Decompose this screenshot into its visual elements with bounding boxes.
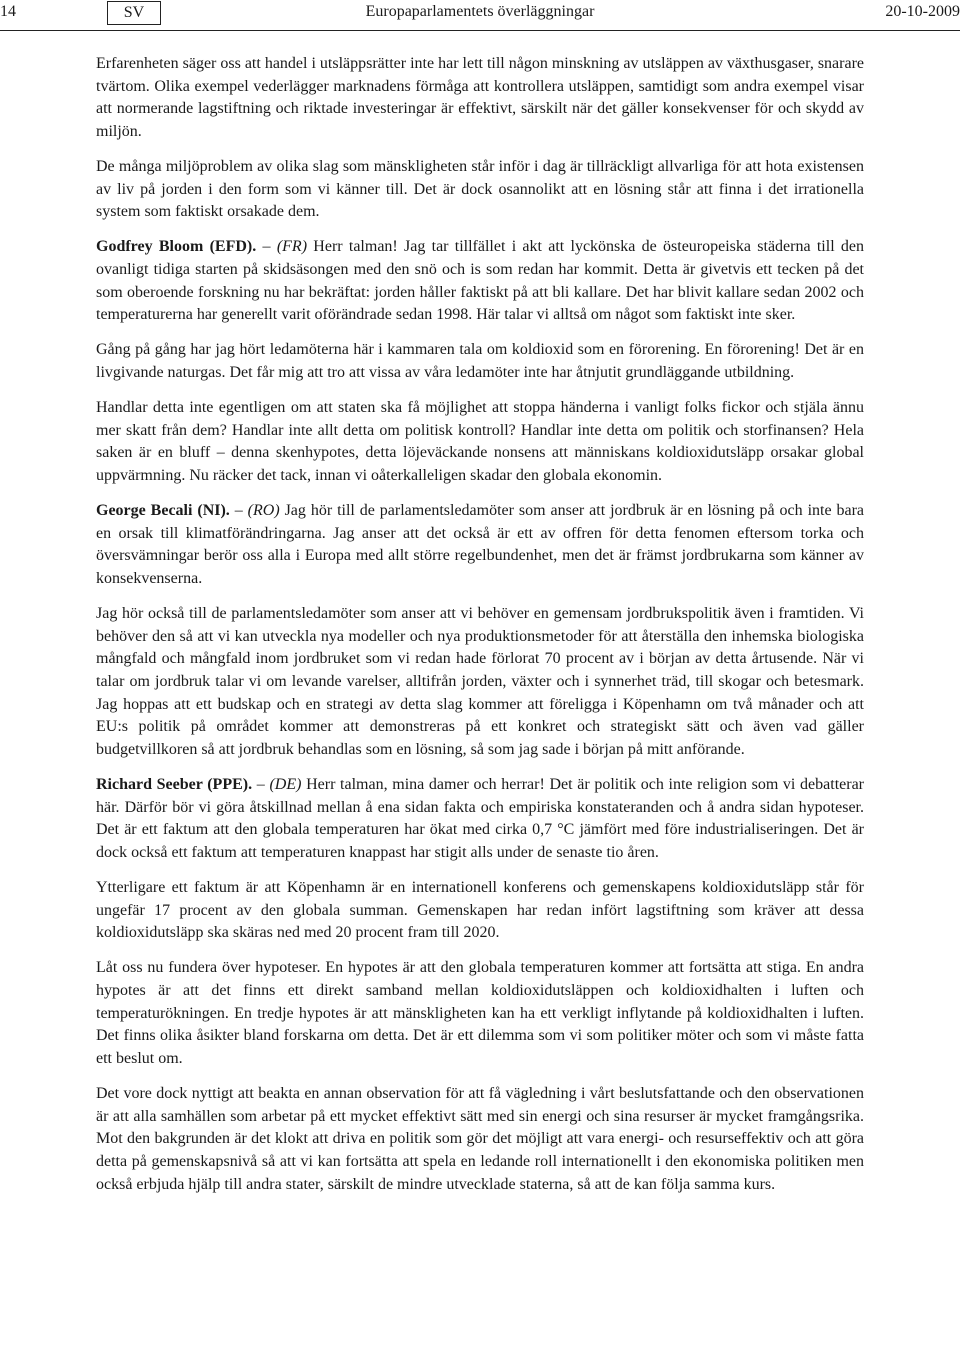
document-title: Europaparlamentets överläggningar xyxy=(365,3,595,20)
paragraph-text: Gång på gång har jag hört ledamöterna här i kammaren tala om koldioxid som en förorening. En förorening! Det är en livgivande naturgas. Det får mig att tro att vissa av våra ledamöter inte har åtnjutit grundläggande utbildning. xyxy=(96,341,864,381)
speech-paragraph xyxy=(96,236,864,327)
language-tag: (RO) xyxy=(247,501,280,519)
paragraph-text: Herr talman, mina damer och herrar! Det är politik och inte religion som vi debatterar här. Därför bör vi göra åtskillnad mellan å ena sidan fakta och empiriska konstateranden och å andra sidan hypoteser. Det är ett faktum att den globala temperaturen har ökat med cirka 0,7 °C jämfört med före industrialiseringen. Det är dock också ett faktum att temperaturen knappast har stigit alls under de senaste tio åren. xyxy=(96,776,864,862)
language-code-box: SV xyxy=(107,1,161,25)
speaker-name: Richard Seeber (PPE). xyxy=(96,776,253,793)
speaker-separator: – xyxy=(256,238,277,256)
paragraph xyxy=(96,957,864,1071)
speaker-name: George Becali (NI). xyxy=(96,501,230,519)
document-body xyxy=(96,53,864,1209)
paragraph-text: Ytterligare ett faktum är att Köpenhamn är en internationell konferens och gemenskapens koldioxidutsläpp står för ungefär 17 procent av den globala summan. Gemenskapen har redan infört lagstiftning som kräver att dessa koldioxidutsläpp ska skäras ned med 20 procent fram till 2020. xyxy=(96,879,864,942)
paragraph-text: Herr talman! Jag tar tillfället i akt att lyckönska de östeuropeiska städerna till den ovanligt tidiga starten på skidsäsongen med den snö och is som redan har kommit. Detta är givetvis ett tecken på det som oberoende forskning nu har bekräftat: jorden håller faktiskt på att bli kallare. Det har blivit kallare sedan 2002 och temperaturerna har generellt varit oförändrade sedan 1998. Här talar vi alltså om något som faktiskt inte sker. xyxy=(96,238,865,324)
paragraph xyxy=(96,1083,864,1197)
page-number: 14 xyxy=(0,3,16,20)
speech-paragraph xyxy=(96,500,864,591)
language-tag: (DE) xyxy=(269,776,302,793)
document-date: 20-10-2009 xyxy=(885,3,960,20)
speaker-separator: – xyxy=(252,776,270,793)
language-tag: (FR) xyxy=(276,238,308,256)
page-header xyxy=(0,0,960,31)
paragraph xyxy=(96,397,864,488)
paragraph xyxy=(96,603,864,762)
paragraph-text: Erfarenheten säger oss att handel i utsläppsrätter inte har lett till någon minskning av utsläppen av växthusgaser, snarare tvärtom. Olika exempel vederlägger marknadens förmåga att kontrollera utsläppen, samtidigt som andra exempel visar att normerande lagstiftning och riktade investeringar är effektivt, särskilt när det gäller konsekvenser för och skydd av miljön. xyxy=(96,55,865,141)
speech-paragraph xyxy=(96,774,864,865)
paragraph-text: De många miljöproblem av olika slag som mänskligheten står inför i dag är tillräckligt allvarliga för att hota existensen av liv på jorden i den form som vi känner till. Det är dock osannolikt att en lösning står att finna i det irrationella system som faktiskt orsakade dem. xyxy=(96,158,864,221)
paragraph-text: Jag hör också till de parlamentsledamöter som anser att vi behöver en gemensam jordbrukspolitik även i framtiden. Vi behöver den så att vi kan utveckla nya modeller och nya produktionsmetoder för att återställa den inhemska biologiska mångfald och mångfald inom jordbruket som vi redan hade förlorat 70 procent av i början av detta årtusende. När vi talar om jordbruk talar vi om levande varelser, alltifrån jorden, växter och i synnerhet träd, till skogar och betesmark. Jag hoppas att ett budskap och en strategi av detta slag kommer att föreligga i Köpenhamn om två månader och att EU:s politik på området kommer att demonstreras på ett konkret och strategiskt sätt och även vad gäller budgetvillkoren så att jordbruk behandlas som en lösning, så som jag sade i början på mitt anförande. xyxy=(96,604,864,759)
speaker-name: Godfrey Bloom (EFD). xyxy=(96,238,257,256)
paragraph-text: Handlar detta inte egentligen om att staten ska få möjlighet att stoppa händerna i vanligt folks fickor och stjäla ännu mer skatt från dem? Handlar inte allt detta om politisk kontroll? Handlar inte detta om politik och storfinansen? Hela saken är en bluff – denna skenhypotes, detta löjeväckande nonsens att människans koldioxidutsläpp orsakar global uppvärmning. Nu räcker det tack, innan vi oåterkalleligen skadar den globala ekonomin. xyxy=(96,398,864,484)
speaker-separator: – xyxy=(229,501,248,519)
paragraph-text: Jag hör till de parlamentsledamöter som anser att jordbruk är en lösning på och inte bara en orsak till klimatförändringarna. Jag anser att det också är ett av offren för detta fenomen eftersom torka och översvämningar berör oss alla i Europa med allt större regelbundenhet, men det är främst jordbrukarna som känner av konsekvenserna. xyxy=(96,501,865,587)
paragraph xyxy=(96,156,864,224)
paragraph-text: Det vore dock nyttigt att beakta en annan observation för att få vägledning i vårt beslutsfattande och den observationen är att alla samhällen som arbetar på ett mycket effektivt sätt med sin energi och sina resurser är mycket framgångsrika. Mot den bakgrunden är det klokt att driva en politik som gör det möjligt att vara energi- och resurseffektiv och att göra detta på gemenskapsnivå så att vi kan fortsätta att spela en ledande roll internationellt i den ekonomiska politiken men också erbjuda hjälp till andra stater, särskilt de mindre utvecklade staterna, så att de kan följa samma kurs. xyxy=(96,1085,864,1193)
paragraph xyxy=(96,877,864,945)
paragraph xyxy=(96,53,864,144)
paragraph-text: Låt oss nu fundera över hypoteser. En hypotes är att den globala temperaturen kommer att fortsätta att stiga. En andra hypotes är att det finns ett direkt samband mellan koldioxidutsläppen och koldioxidhalten i luften och temperaturökningen. En tredje hypotes är att mänskligheten kan ha ett verkligt inflytande på koldioxidhalten i luften. Det finns olika åsikter bland forskarna om detta. Det är ett dilemma som vi som politiker möter och som vi måste fatta ett beslut om. xyxy=(96,959,864,1068)
paragraph xyxy=(96,339,864,384)
